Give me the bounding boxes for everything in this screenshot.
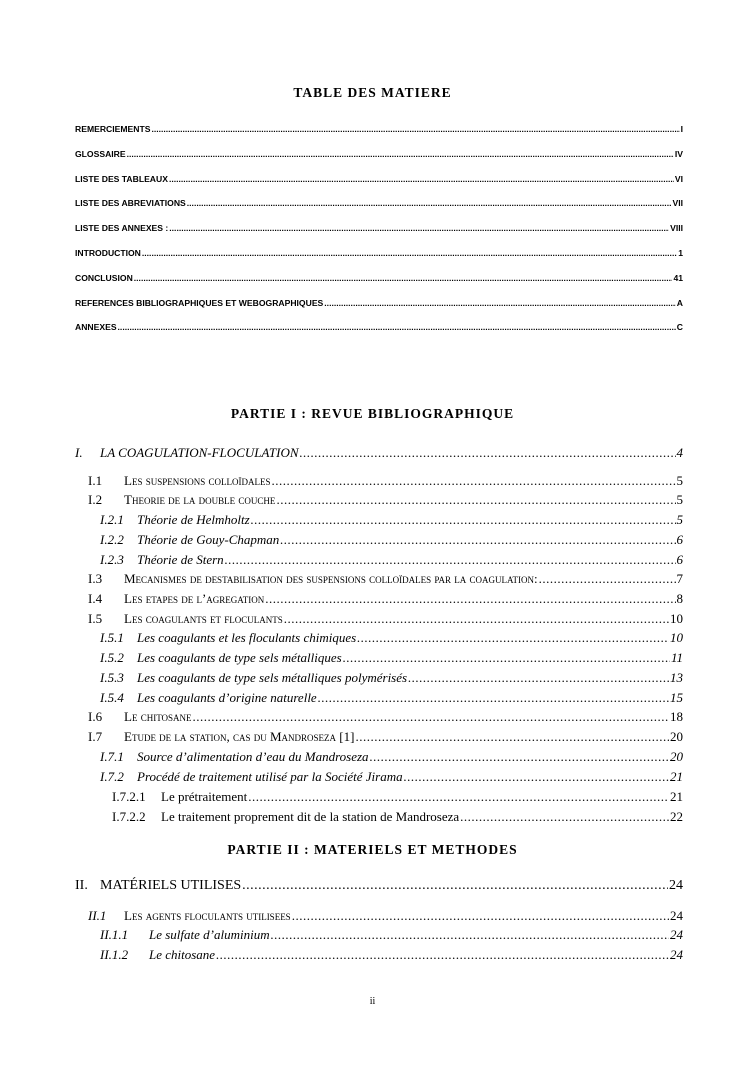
dot-leader bbox=[242, 878, 668, 894]
toc-title: TABLE DES MATIERE bbox=[293, 85, 452, 100]
toc-entry-page: 8 bbox=[676, 591, 683, 606]
toc-entry-page: VII bbox=[672, 198, 683, 209]
toc-entry-number: I.5.4 bbox=[100, 690, 124, 705]
dot-leader bbox=[300, 445, 676, 461]
dot-leader bbox=[284, 611, 669, 627]
toc-entry[interactable] bbox=[75, 198, 683, 208]
toc-entry-label: Théorie de Gouy-Chapman bbox=[137, 532, 280, 547]
toc-entry-label: REMERCIEMENTS bbox=[75, 124, 151, 134]
toc-entry-number: II.1.2 bbox=[100, 947, 129, 962]
toc-entry-label: Les coagulants et floculants bbox=[124, 611, 283, 626]
toc-entry-page: C bbox=[676, 322, 683, 333]
toc-entry-number: I.2.1 bbox=[100, 512, 124, 527]
toc-entry-page: 24 bbox=[670, 947, 683, 962]
toc-entry-label: LISTE DES ANNEXES : bbox=[75, 223, 169, 234]
toc-entry-label: LA COAGULATION-FLOCULATION bbox=[100, 445, 299, 460]
toc-entry-page: 18 bbox=[670, 709, 683, 724]
dot-leader bbox=[408, 670, 669, 686]
toc-entry-page: 15 bbox=[670, 690, 683, 705]
toc-entry[interactable] bbox=[100, 512, 683, 528]
toc-entry[interactable] bbox=[88, 729, 683, 745]
dot-leader bbox=[169, 223, 669, 233]
dot-leader bbox=[276, 492, 675, 508]
dot-leader bbox=[404, 769, 669, 785]
toc-entry-label: LISTE DES ABREVIATIONS bbox=[75, 198, 186, 209]
dot-leader bbox=[127, 149, 674, 159]
toc-entry-page: 20 bbox=[670, 729, 683, 744]
toc-entry-label: ANNEXES bbox=[75, 322, 117, 333]
toc-entry[interactable] bbox=[75, 124, 683, 134]
toc-entry-number: II. bbox=[75, 878, 88, 893]
dot-leader bbox=[271, 473, 675, 489]
toc-entry[interactable] bbox=[100, 670, 683, 686]
toc-entry-page: 24 bbox=[670, 908, 683, 923]
dot-leader bbox=[225, 552, 676, 568]
toc-entry[interactable] bbox=[75, 223, 683, 233]
toc-entry-number: I.5.2 bbox=[100, 650, 124, 665]
toc-entry-number: I.1 bbox=[88, 473, 103, 488]
dot-leader bbox=[169, 174, 674, 184]
toc-entry-number: II.1.1 bbox=[100, 927, 129, 942]
toc-entry-number: II.1 bbox=[88, 908, 107, 923]
toc-entry-page: 21 bbox=[670, 789, 683, 804]
toc-entry[interactable] bbox=[112, 809, 683, 825]
toc-entry-label: Les coagulants d’origine naturelle bbox=[137, 690, 317, 705]
dot-leader bbox=[355, 729, 669, 745]
toc-entry-page: VIII bbox=[670, 223, 683, 234]
toc-entry-number: I.6 bbox=[88, 709, 103, 724]
dot-leader bbox=[357, 630, 669, 646]
dot-leader bbox=[370, 749, 669, 765]
toc-entry-number: I.7.2 bbox=[100, 769, 124, 784]
toc-entry-label: REFERENCES BIBLIOGRAPHIQUES ET WEBOGRAPHIQUES bbox=[75, 297, 324, 308]
toc-entry[interactable] bbox=[100, 532, 683, 548]
toc-entry-page: 10 bbox=[670, 630, 683, 645]
toc-entry-label: Théorie de Stern bbox=[137, 552, 224, 567]
toc-entry-label: Source d’alimentation d’eau du Mandroseza bbox=[137, 749, 369, 764]
toc-entry-label: Le chitosane bbox=[149, 947, 216, 962]
toc-entry[interactable] bbox=[112, 789, 683, 805]
toc-entry-label: GLOSSAIRE bbox=[75, 148, 126, 159]
dot-leader bbox=[280, 532, 675, 548]
dot-leader bbox=[193, 709, 669, 725]
toc-entry[interactable] bbox=[88, 709, 683, 725]
toc-entry[interactable] bbox=[75, 878, 683, 894]
toc-entry-label: Les coagulants de type sels métalliques polymérisés bbox=[137, 670, 408, 685]
toc-entry[interactable] bbox=[88, 492, 683, 508]
toc-entry-number: I.2 bbox=[88, 492, 103, 507]
dot-leader bbox=[343, 650, 670, 666]
toc-entry-label: Le chitosane bbox=[124, 709, 192, 724]
toc-entry-label: CONCLUSION bbox=[75, 272, 133, 283]
dot-leader bbox=[324, 298, 675, 308]
toc-entry-label: Les coagulants de type sels métalliques bbox=[137, 650, 342, 665]
toc-entry-page: 13 bbox=[670, 670, 683, 685]
toc-entry-label: Les coagulants et les floculants chimiques bbox=[137, 630, 357, 645]
toc-entry-page: 6 bbox=[676, 552, 683, 567]
toc-entry[interactable] bbox=[75, 248, 683, 258]
toc-entry-label: MATÉRIELS UTILISES bbox=[100, 878, 242, 893]
toc-entry-page: I bbox=[680, 124, 683, 134]
dot-leader bbox=[539, 571, 676, 587]
toc-entry-page: 11 bbox=[670, 650, 683, 665]
toc-entry[interactable] bbox=[88, 591, 683, 607]
toc-entry-page: 41 bbox=[673, 272, 683, 283]
toc-entry-page: 21 bbox=[670, 769, 683, 784]
toc-entry-number: I.2.2 bbox=[100, 532, 124, 547]
toc-entry-label: LISTE DES TABLEAUX bbox=[75, 173, 168, 184]
toc-entry[interactable] bbox=[100, 650, 683, 666]
toc-entry-page: 5 bbox=[676, 473, 683, 488]
toc-entry[interactable] bbox=[88, 473, 683, 489]
toc-entry-page: VI bbox=[674, 173, 683, 184]
toc-entry-page: 10 bbox=[670, 611, 683, 626]
toc-entry[interactable] bbox=[88, 908, 683, 924]
dot-leader bbox=[118, 322, 676, 332]
toc-entry-number: I.4 bbox=[88, 591, 103, 606]
toc-entry[interactable] bbox=[100, 690, 683, 706]
toc-entry-page: 24 bbox=[670, 927, 683, 942]
toc-entry-number: I.2.3 bbox=[100, 552, 124, 567]
toc-entry-number: I.5.1 bbox=[100, 630, 124, 645]
toc-entry-label: Les agents floculants utilisees bbox=[124, 908, 291, 923]
toc-entry-number: I.7 bbox=[88, 729, 103, 744]
toc-entry[interactable] bbox=[100, 749, 683, 765]
toc-entry-label: Les etapes de l’agregation bbox=[124, 591, 265, 606]
toc-entry-number: I.7.1 bbox=[100, 749, 124, 764]
dot-leader bbox=[142, 248, 677, 258]
toc-entry-page: IV bbox=[674, 148, 683, 159]
toc-entry-page: 22 bbox=[670, 809, 683, 824]
toc-entry-label: Théorie de Helmholtz bbox=[137, 512, 250, 527]
toc-entry-page: 1 bbox=[678, 248, 683, 258]
toc-entry-page: A bbox=[676, 297, 683, 308]
toc-entry-label: Theorie de la double couche bbox=[124, 492, 276, 507]
toc-entry[interactable] bbox=[88, 611, 683, 627]
toc-entry-page: 7 bbox=[676, 571, 683, 586]
toc-entry-page: 4 bbox=[676, 445, 683, 460]
toc-entry-page: 20 bbox=[670, 749, 683, 764]
dot-leader bbox=[248, 789, 669, 805]
toc-entry-label: Mecanismes de destabilisation des suspensions colloïdales par la coagulation: bbox=[124, 571, 538, 586]
toc-entry[interactable] bbox=[75, 273, 683, 283]
toc-entry[interactable] bbox=[100, 552, 683, 568]
dot-leader bbox=[187, 198, 672, 208]
dot-leader bbox=[460, 809, 669, 825]
toc-entry-label: Procédé de traitement utilisé par la Société Jirama bbox=[137, 769, 403, 784]
toc-entry-number: I. bbox=[75, 445, 83, 460]
toc-entry-label: Etude de la station, cas du Mandroseza [1] bbox=[124, 729, 355, 744]
toc-entry[interactable] bbox=[100, 927, 683, 943]
dot-leader bbox=[265, 591, 675, 607]
part1-heading: PARTIE I : REVUE BIBLIOGRAPHIQUE bbox=[230, 406, 515, 421]
toc-entry[interactable] bbox=[75, 445, 683, 461]
toc-entry[interactable] bbox=[75, 149, 683, 159]
toc-entry-number: I.7.2.2 bbox=[112, 809, 146, 824]
dot-leader bbox=[251, 512, 676, 528]
toc-entry[interactable] bbox=[88, 571, 683, 587]
toc-entry-number: I.3 bbox=[88, 571, 103, 586]
dot-leader bbox=[271, 927, 669, 943]
toc-entry-page: 5 bbox=[676, 492, 683, 507]
toc-entry[interactable] bbox=[75, 174, 683, 184]
page-number: ii bbox=[369, 996, 376, 1007]
toc-entry[interactable] bbox=[75, 322, 683, 332]
dot-leader bbox=[216, 947, 669, 963]
toc-entry[interactable] bbox=[100, 947, 683, 963]
dot-leader bbox=[292, 908, 669, 924]
dot-leader bbox=[318, 690, 669, 706]
toc-entry-page: 6 bbox=[676, 532, 683, 547]
toc-entry[interactable] bbox=[100, 630, 683, 646]
toc-entry-number: I.7.2.1 bbox=[112, 789, 146, 804]
toc-entry-label: INTRODUCTION bbox=[75, 248, 141, 258]
toc-entry-number: I.5 bbox=[88, 611, 103, 626]
toc-entry-label: Le sulfate d’aluminium bbox=[149, 927, 270, 942]
toc-entry[interactable] bbox=[75, 298, 683, 308]
toc-entry-number: I.5.3 bbox=[100, 670, 124, 685]
dot-leader bbox=[134, 273, 673, 283]
toc-entry-label: Les suspensions colloïdales bbox=[124, 473, 271, 488]
toc-entry-page: 5 bbox=[676, 512, 683, 527]
toc-entry-label: Le traitement proprement dit de la station de Mandroseza bbox=[161, 809, 460, 824]
dot-leader bbox=[151, 124, 679, 134]
toc-entry-label: Le prétraitement bbox=[161, 789, 248, 804]
toc-entry[interactable] bbox=[100, 769, 683, 785]
toc-entry-page: 24 bbox=[669, 878, 683, 893]
part2-heading: PARTIE II : MATERIELS ET METHODES bbox=[227, 842, 518, 857]
